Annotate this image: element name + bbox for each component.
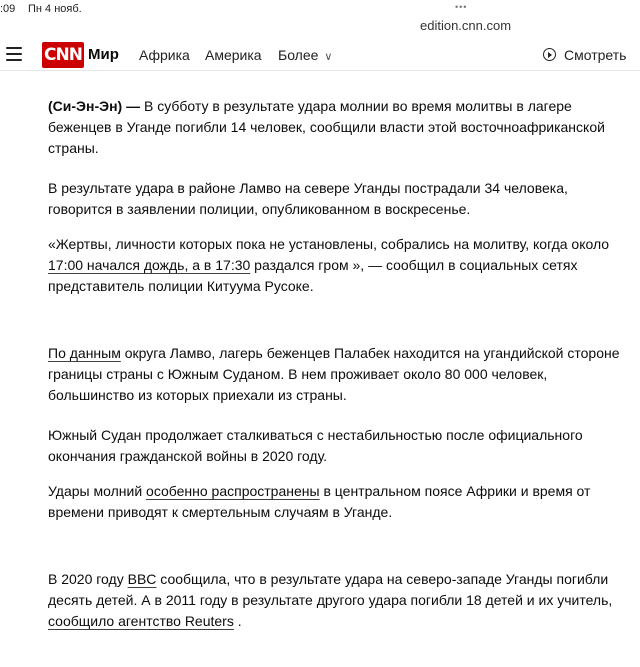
paragraph-7-text-before: В 2020 году	[48, 571, 128, 587]
watch-button[interactable]	[543, 47, 626, 63]
byline: (Си-Эн-Эн) —	[48, 98, 141, 114]
play-icon	[543, 48, 556, 61]
paragraph-5: Южный Судан продолжает сталкиваться с нестабильностью после официального окончания гражданской войны в 2020 году.	[48, 427, 583, 464]
paragraph-7-text-middle: сообщила, что в результате удара на северо-западе Уганды погибли десять детей. А в 2011 году в результате другого удара погибли 18 детей и их учитель,	[48, 571, 613, 608]
paragraph-6-text-before: Удары молний	[48, 483, 147, 499]
rain-time-link[interactable]: 17:00 начался дождь, а в 17:30	[48, 257, 251, 273]
paragraph-7	[48, 569, 620, 632]
paragraph-1	[48, 96, 620, 159]
status-date: Пн 4 нояб.	[28, 3, 82, 15]
edition-label[interactable]: Мир	[88, 46, 119, 63]
chevron-down-icon: ∨	[324, 51, 333, 63]
paragraph-3-text-after: раздался гром », — сообщил в социальных сетях представитель полиции Китуума Русоке.	[48, 257, 578, 294]
site-header	[0, 40, 640, 71]
lamwo-data-link[interactable]: По данным	[48, 345, 121, 361]
paragraph-3	[48, 234, 620, 297]
nav-more-button[interactable]	[278, 47, 332, 63]
paragraph-2: В результате удара в районе Ламво на севере Уганды пострадали 34 человека, говорится в заявлении полиции, опубликованном в воскресенье.	[48, 180, 568, 217]
nav-more-label: Более	[278, 47, 319, 63]
paragraph-1-text: В субботу в результате удара молнии во время молитвы в лагере беженцев в Уганде погибли 14 человек, сообщили власти этой восточноафриканской страны.	[48, 98, 605, 156]
tab-overview-dots[interactable]: •••	[455, 2, 468, 12]
nav-item-africa[interactable]: Африка	[139, 47, 190, 63]
menu-icon[interactable]	[6, 47, 22, 61]
status-time: :09	[0, 3, 16, 15]
paragraph-4	[48, 343, 620, 406]
address-bar-url[interactable]: edition.cnn.com	[420, 18, 512, 33]
bbc-link[interactable]: BBC	[127, 571, 157, 587]
reuters-link[interactable]: сообщило агентство Reuters	[48, 613, 234, 629]
paragraph-6-text-after: в центральном поясе Африки и время от времени приводят к смертельным случаям в Уганде.	[48, 483, 591, 520]
status-bar	[0, 0, 640, 40]
lightning-common-link[interactable]: особенно распространены	[146, 483, 320, 499]
paragraph-3-text-before: «Жертвы, личности которых пока не установлены, собрались на молитву, когда около	[48, 236, 610, 252]
cnn-logo[interactable]: CNN	[42, 42, 84, 68]
paragraph-4-text: округа Ламво, лагерь беженцев Палабек находится на угандийской стороне границы страны с Южным Суданом. В нем проживает около 80 000 человек, большинство из которых приехали из страны.	[48, 345, 620, 403]
nav-item-america[interactable]: Америка	[205, 47, 262, 63]
paragraph-6	[48, 481, 620, 523]
watch-label: Смотреть	[564, 47, 627, 63]
paragraph-7-text-after: .	[233, 613, 242, 629]
